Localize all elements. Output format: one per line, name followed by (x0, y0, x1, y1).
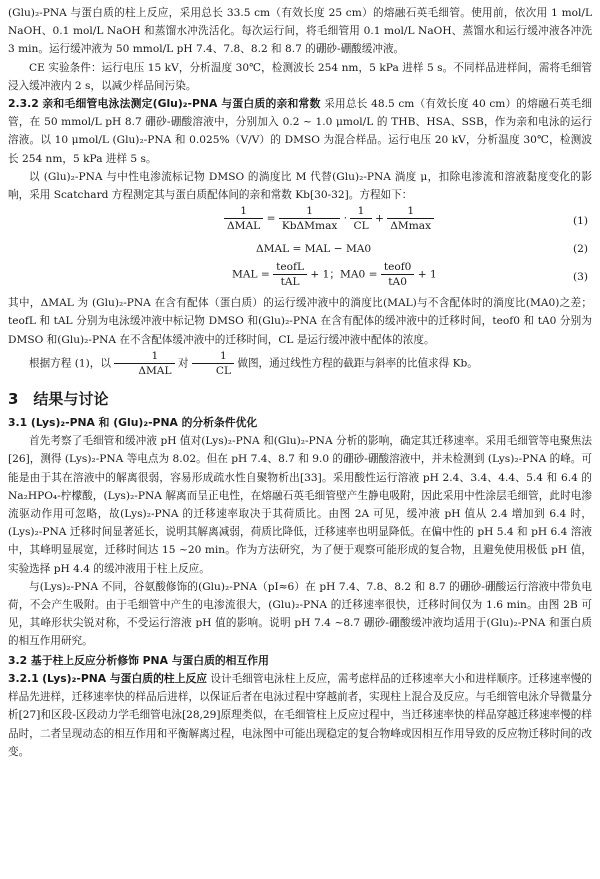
eq3-fraction-2: $\frac{\text{teof0}}{tA0}$ (381, 260, 415, 289)
eq1-lhs-fraction: $\frac{1}{\text{ΔMAL}}$ (224, 204, 263, 233)
article-page (8, 4, 592, 761)
plot-fraction-1: $\frac{1}{\text{ΔMAL}}$ (114, 349, 174, 378)
paragraph-variable-definitions: 其中，ΔMAL 为 (Glu)₂-PNA 在含有配体（蛋白质）的运行缓冲液中的淌度比(MAL)与不含配体时的淌度比(MA0)之差；teofL 和 tAL 分别为电泳缓冲液中标记物 DMSO 和(Glu)₂-PNA 在含有配体的缓冲液中的迁移时间，teof0 和 tA0 分别为 DMSO 和(Glu)₂-PNA 在不含配体缓冲液中的迁移时间，CL 是运行缓冲液中配体的浓度。 (8, 297, 592, 346)
paragraph-lys-optimization: 首先考察了毛细管和缓冲液 pH 值对(Lys)₂-PNA 和(Glu)₂-PNA 分析的影响，确定其迁移速率。采用毛细管等电聚焦法[26]，测得 (Lys)₂-PNA 等电点为 8.02。但在 pH 7.4、8.7 和 9.0 的硼砂-硼酸溶液中，并未检测到 (Lys)₂-PNA 的峰。可能是由于其在溶液中的解离很弱，容易形成疏水性自聚物析出[33]。采用酸性运行溶液 pH 2.4、3.4、4.4、5.4 和 6.4 的 Na₂HPO₄-柠檬酸，(Lys)₂-PNA 解离而呈正电性，在熔融石英毛细管壁产生静电吸附，因此采用中性涂层毛细管，此时电渗流驱动作用可忽略，故(Lys)₂-PNA 的迁移速率取决于其荷质比。由图 2A 可见，缓冲液 pH 值从 2.4 增加到 6.4 时，(Lys)₂-PNA 迁移时间显著延长，说明其解离减弱，荷质比降低，迁移速率也明显降低。在偏中性的 pH 5.4 和 pH 6.4 溶液中，其峰明显展宽，迁移时间达 15 ~20 min。作为方法研究，为了便于观察可能形成的复合物，且避免使用极低 pH 值，实验选择 pH 4.4 的缓冲液用于柱上反应。 (8, 435, 592, 575)
section-3-2-heading: 3.2 基于柱上反应分析修饰 PNA 与蛋白质的相互作用 (8, 653, 269, 667)
section-3-1-heading: 3.1 (Lys)₂-PNA 和 (Glu)₂-PNA 的分析条件优化 (8, 416, 258, 430)
section-3-2-1 (8, 670, 592, 761)
section-3-2-1-number: 3.2.1 (8, 671, 39, 685)
section-2-3-2-number: 2.3.2 (8, 97, 39, 111)
paragraph-capillary-prep: (Glu)₂-PNA 与蛋白质的柱上反应，采用总长 33.5 cm（有效长度 25 cm）的熔融石英毛细管。使用前，依次用 1 mol/L NaOH、0.1 mol/L NaOH 和蒸馏水冲洗活化。每次运行间，将毛细管用 0.1 mol/L NaOH、蒸馏水和运行缓冲液各冲洗 3 min。运行缓冲液为 50 mmol/L pH 7.4、7.8、8.2 和 8.7 的硼砂-硼酸缓冲液。 (8, 7, 592, 56)
eq3-fraction-1: $\frac{\text{teofL}}{\text{tAL}}$ (273, 260, 307, 289)
paragraph-scatchard-intro: 以 (Glu)₂-PNA 与中性电渗流标记物 DMSO 的淌度比 M 代替(Glu)₂-PNA 淌度 μ，扣除电渗流和溶液黏度变化的影响，采用 Scatchard 方程测定其与蛋白质配体间的亲和常数 Kb[30-32]。方程如下： (8, 170, 592, 202)
section-3-2-1-title: (Lys)₂-PNA 与蛋白质的柱上反应 (42, 671, 208, 685)
equation-3-number: (3) (572, 271, 588, 284)
section-2-3-2 (8, 95, 592, 168)
equation-2-number: (2) (572, 243, 588, 256)
equation-1: $\frac{1}{\text{ΔMAL}}$ = $\frac{1}{\text{KbΔMmax}}$ · $\frac{1}{CL}$ + $\frac{1}{\Delta Mmax}$ (1) (8, 204, 592, 238)
paragraph-ace-method: 采用总长 48.5 cm（有效长度 40 cm）的熔融石英毛细管，在 50 mmol/L pH 8.7 硼砂-硼酸溶液中，分别加入 0.2 ~ 1.0 μmol/L 的 THB、HSA、SSB，作为亲和电泳的运行溶液。以 10 μmol/L (Glu)₂-PNA 和 0.025%（V/V）的 DMSO 为混合样品。运行电压 20 kV，分析温度 30℃，检测波长 254 nm，5 kPa 进样 5 s。 (8, 98, 592, 165)
eq1-term3-fraction: $\frac{1}{\Delta Mmax}$ (387, 204, 434, 233)
eq1-term1-fraction: $\frac{1}{\text{KbΔMmax}}$ (279, 204, 341, 233)
equation-1-number: (1) (572, 215, 588, 228)
paragraph-glu-optimization: 与(Lys)₂-PNA 不同，谷氨酸修饰的(Glu)₂-PNA（pI≈6）在 pH 7.4、7.8、8.2 和 8.7 的硼砂-硼酸运行溶液中带负电荷，不会产生吸附。由于毛细管中产生的电渗流很大，(Glu)₂-PNA 的迁移速率很快，迁移时间仅为 1.6 min。由图 2B 可见，其峰形状尖锐对称，不受运行溶液 pH 值的影响。说明 pH 7.4 ~8.7 硼砂-硼酸缓冲液均适用于(Glu)₂-PNA 和蛋白质的相互作用研究。 (8, 580, 592, 648)
equation-3: MAL = $\frac{\text{teofL}}{\text{tAL}}$ + 1；MA0 = $\frac{\text{teof0}}{tA0}$ + 1 (3) (232, 261, 588, 289)
paragraph-plot-method: 根据方程 (1)，以 $\frac{1}{\text{ΔMAL}}$ 对 $\frac{1}{CL}$ 做图，通过线性方程的截距与斜率的比值求得 Kb。 (29, 349, 478, 377)
paragraph-on-column-reaction: 设计毛细管电泳柱上反应，需考虑样品的迁移速率大小和进样顺序。迁移速率慢的样品先进样，迁移速率快的样品后进样，以保证后者在电泳过程中穿越前者，实现柱上混合及反应。与毛细管电泳介导微量分析[27]和区段-区段动力学毛细管电泳[28,29]原理类似，在毛细管柱上反应过程中，当迁移速率快的样品穿越迁移速率慢的样品时，二者呈现动态的相互作用和平衡解离过程，电泳图中可能出现稳定的复合物峰或因相互作用导致的反应物迁移时间的改变。 (8, 672, 592, 758)
equation-2: ΔMAL = MAL − MA0 (2) (8, 238, 592, 260)
section-2-3-2-title: 亲和毛细管电泳法测定(Glu)₂-PNA 与蛋白质的亲和常数 (42, 97, 321, 111)
eq1-term2-fraction: $\frac{1}{CL}$ (350, 204, 371, 233)
paragraph-ce-conditions: CE 实验条件：运行电压 15 kV，分析温度 30℃，检测波长 254 nm，5 kPa 进样 5 s。不同样品进样间，需将毛细管浸入缓冲液内 2 s，以减少样品间污染。 (8, 61, 592, 92)
section-3-heading: 3 结果与讨论 (8, 389, 109, 408)
plot-fraction-2: $\frac{1}{CL}$ (192, 349, 234, 378)
